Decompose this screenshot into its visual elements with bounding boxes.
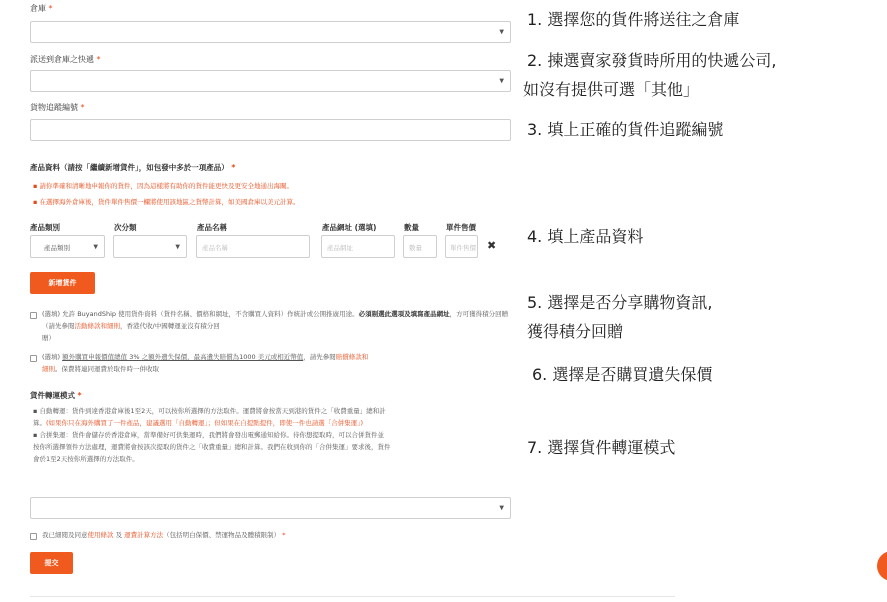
- terms-checkbox[interactable]: [30, 533, 37, 540]
- col-qty: 數量: [404, 223, 419, 232]
- product-name-input[interactable]: 產品名稱: [196, 235, 310, 258]
- chevron-down-icon: ▼: [499, 28, 504, 36]
- courier-label: 派送到倉庫之快遞 *: [30, 55, 101, 64]
- product-note-2: ▪ 在選擇海外倉庫後，貨件單件售價一欄將使用該地區之貨幣計算，如美國倉庫以美元計算。: [33, 198, 300, 206]
- remove-item-icon[interactable]: ✖: [487, 239, 497, 252]
- col-url: 產品網址 (選填): [322, 223, 377, 232]
- quantity-input[interactable]: 數量: [403, 235, 437, 258]
- col-subcategory: 次分類: [114, 223, 137, 232]
- col-name: 產品名稱: [197, 223, 227, 232]
- warehouse-label: 倉庫 *: [30, 4, 53, 13]
- subcategory-select[interactable]: [113, 235, 187, 258]
- category-select[interactable]: 產品類別 ▼: [30, 235, 105, 258]
- annotation-7: 7. 選擇貨件轉運模式: [527, 438, 676, 457]
- courier-select[interactable]: [30, 70, 511, 92]
- annotation-6: 6. 選擇是否購買遺失保價: [532, 365, 713, 384]
- compensation-terms-link[interactable]: 賠償條款和: [335, 353, 369, 361]
- shipping-fee-link[interactable]: 運費計算方法: [124, 531, 164, 539]
- annotation-5a: 5. 選擇是否分享購物資訊,: [527, 293, 713, 312]
- annotation-2b: 如沒有提供可選「其他」: [523, 80, 700, 99]
- annotation-2a: 2. 揀選賣家發貨時所用的快遞公司,: [527, 51, 777, 70]
- insurance-checkbox[interactable]: [30, 355, 37, 362]
- tracking-input[interactable]: [30, 119, 511, 141]
- share-option-text: (選填) 允許 BuyandShip 使用貨件資料（貨件名稱、價格和網址，不含購買人資料）作統計或公開推廣用途。必須剔選此選項及填寫產品網址，方可獲得積分回贈（請先參閱活動條款和細則，香港代收/中國轉運並沒有積分回 贈）: [42, 310, 509, 342]
- warehouse-select[interactable]: [30, 21, 511, 43]
- promo-terms-link[interactable]: 活動條款和細則: [74, 322, 120, 330]
- terms-text: 我已細閱及同意使用條款 及 運費計算方法（包括明白保價、禁運物品及體積限制） *: [42, 531, 286, 539]
- product-note-1: ▪ 請你準確和清晰地申報你的貨件，因為這樣將有助你的貨件能更快及更安全地通出海關。: [33, 182, 293, 190]
- chat-widget-button[interactable]: [877, 551, 887, 581]
- mode-description: ▪ 自動轉運：貨件到達香港倉庫後1至2天，可以按你所選擇的方法取件。運費將會按當天到港的貨件之「收費重量」總和計 算。(如果你只在海外購買了一件產品，建議選用「自動轉運」；但如果在自提點提件，即使一件也請選「合併集運」) ▪ 合拼集運：貨件會儲存於香港倉庫，當準備好可供集運時，我們將會發出電郵通知給你。待你想提取時，可以合併貨件並 按你所選擇領件方法處理，運費將會按該次提取的貨件之「收費重量」總和計算。我們在收到你的「合併集運」要求後，貨件 會於1至2天按你所選擇的方法取件。: [33, 407, 391, 463]
- annotation-5b: 獲得積分回贈: [527, 322, 624, 341]
- annotation-4: 4. 填上產品資料: [527, 227, 644, 246]
- price-input[interactable]: 單件售價: [445, 235, 478, 258]
- col-category: 產品類別: [30, 223, 60, 232]
- chevron-down-icon: ▼: [499, 77, 504, 85]
- share-checkbox[interactable]: [30, 312, 37, 319]
- mode-title: 貨件轉運模式 *: [30, 391, 82, 400]
- chevron-down-icon: ▼: [175, 243, 180, 250]
- chevron-down-icon: ▼: [93, 243, 98, 250]
- product-info-title: 產品資料（請按「繼續新增貨件」，如包發中多於一項產品） *: [30, 163, 236, 172]
- annotation-3: 3. 填上正確的貨件追蹤編號: [527, 120, 724, 139]
- insurance-option-text: (選填) 額外購買申報價值總值 3% 之額外遺失保價，最高遺失賠償為1000 美元或相近幣值，請先參閱賠償條款和 細則。保費將連同運費於取件時一併收取: [42, 353, 369, 373]
- chevron-down-icon: ▼: [499, 504, 504, 512]
- terms-of-use-link[interactable]: 使用條款: [87, 531, 114, 539]
- annotation-1: 1. 選擇您的貨件將送往之倉庫: [527, 10, 740, 29]
- product-url-input[interactable]: 產品網址: [321, 235, 395, 258]
- mode-select[interactable]: [30, 497, 511, 519]
- tracking-label: 貨物追蹤編號 *: [30, 103, 85, 112]
- add-item-button[interactable]: 新增貨件: [30, 272, 95, 294]
- submit-button[interactable]: 提交: [30, 552, 73, 574]
- bottom-divider: [30, 596, 675, 597]
- col-price: 單件售價: [446, 223, 476, 232]
